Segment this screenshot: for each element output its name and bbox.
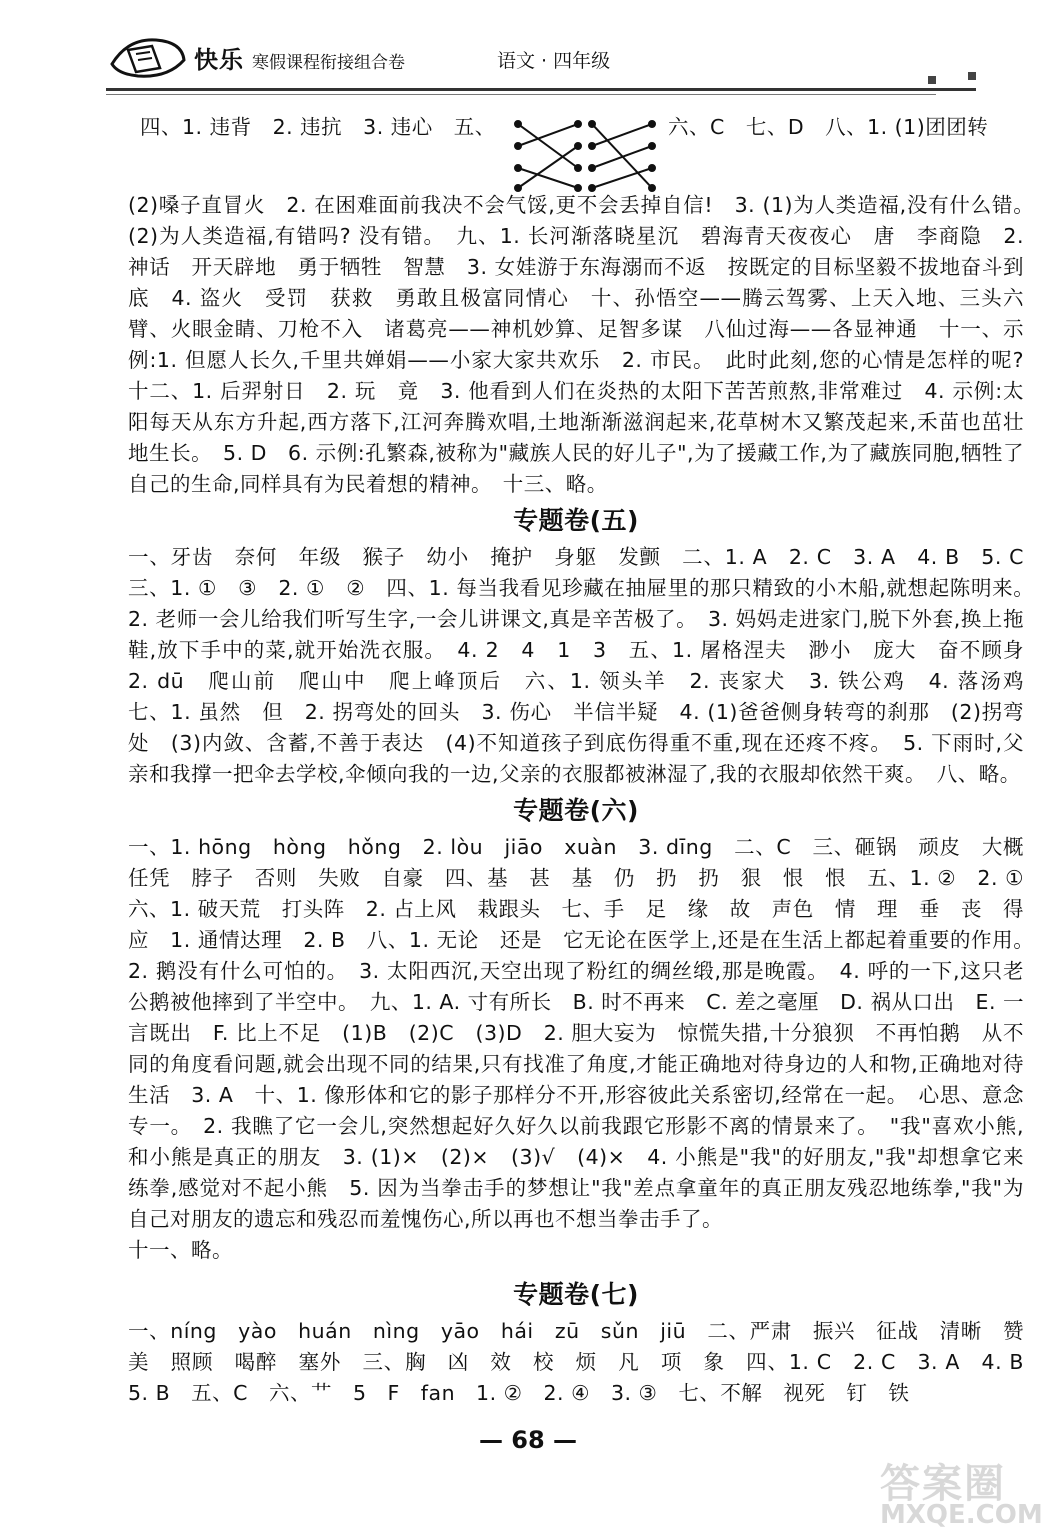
- section7-answers: 一、níng yào huán nìng yāo hái zū sǔn jiū 二、严肃 振兴 征战 清晰 赞美 照顾 喝醉 塞外 三、胸 凶 效 校 烦 凡 项 象 四、1. C 2. C 3. A 4. B 5. B 五、C 六、艹 5 F fan 1. ② 2. ④ 3. ③ 七、不解 视死 钉 铁: [128, 1319, 1045, 1405]
- section7-title: 专题卷(七): [513, 1280, 639, 1309]
- watermark-logo: 答案圈: [880, 1461, 1006, 1507]
- header-rule: [106, 88, 976, 91]
- section4-answers: (2)嗓子直冒火 2. 在困难面前我决不会气馁,更不会丢掉自信! 3. (1)为人类造福,没有什么错。 (2)为人类造福,有错吗? 没有错。 九、1. 长河渐落晓星沉 碧海青天夜夜心 唐 李商隐 2. 神话 开天辟地 勇于牺牲 智慧 3. 女娃游于东海溺而不返 按既定的目标坚毅不拔地奋斗到底 4. 盗火 受罚 获救 勇敢且极富同情心 十、孙悟空——腾云驾雾、上天入地、三头六臂、火眼金睛、刀枪不入 诸葛亮——神机妙算、足智多谋 八仙过海——各显神通 十一、示例:1. 但愿人长久,千里共婵娟——小家大家共欢乐 2. 市民。 此时此刻,您的心情是怎样的呢? 十二、1. 后羿射日 2. 玩 竟 3. 他看到人们在炎热的太阳下苦苦煎熬,非常难过 4. 示例:太阳每天从东方升起,西方落下,江河奔腾欢唱,土地渐渐滋润起来,花草树木又繁茂起来,禾苗也茁壮地生长。 5. D 6. 示例:孔繁森,被称为"藏族人民的好儿子",为了援藏工作,为了藏族同胞,牺牲了自己的生命,同样具有为民着想的精神。 十三、略。: [128, 193, 1045, 496]
- header-deco-square: [968, 72, 976, 80]
- section4-line1-left: 四、1. 违背 2. 违抗 3. 违心 五、: [140, 115, 496, 139]
- section6-last-line: 十一、略。: [128, 1238, 233, 1262]
- header-rule-thin: [106, 94, 936, 95]
- answer-line-first: [128, 112, 1024, 190]
- section6-answers: 一、1. hōng hòng hǒng 2. lòu jiāo xuàn 3. dīng 二、C 三、砸锅 顽皮 大概 任凭 脖子 否则 失败 自豪 四、基 甚 基 仍 扔 扔 狠 恨 恨 五、1. ② 2. ① 六、1. 破天荒 打头阵 2. 占上风 栽跟头 七、手 足 缘 故 声色 情 理 垂 丧 得 应 1. 通情达理 2. B 八、1. 无论 还是 它无论在医学上,还是在生活上都起着重要的作用。 2. 鹅没有什么可怕的。 3. 太阳西沉,天空出现了粉红的绸丝缎,那是晚霞。 4. 呼的一下,这只老公鹅被他摔到了半空中。 九、1. A. 寸有所长 B. 时不再来 C. 差之毫厘 D. 祸从口出 E. 一言既出 F. 比上不足 (1)B (2)C (3)D 2. 胆大妄为 惊慌失措,十分狼狈 不再怕鹅 从不同的角度看问题,就会出现不同的结果,只有找准了角度,才能正确地对待身边的人和物,正确地对待生活 3. A 十、1. 像形体和它的影子那样分不开,形容彼此关系密切,经常在一起。 心思、意念专一。 2. 我瞧了它一会儿,突然想起好久好久以前我跟它形影不离的情景来了。 "我"喜欢小熊,和小熊是真正的朋友 3. (1)× (2)× (3)√ (4)× 4. 小熊是"我"的好朋友,"我"却想拿它来练拳,感觉对不起小熊 5. 因为当拳击手的梦想让"我"差点拿童年的真正朋友残忍地练拳,"我"为自己对朋友的遗忘和残忍而羞愧伤心,所以再也不想当拳击手了。: [128, 835, 1045, 1231]
- section6-title: 专题卷(六): [513, 796, 639, 825]
- page-header: [0, 0, 1056, 110]
- section5-answers: 一、牙齿 奈何 年级 猴子 幼小 掩护 身躯 发颤 二、1. A 2. C 3. A 4. B 5. C 三、1. ① ③ 2. ① ② 四、1. 每当我看见珍藏在抽屉里的那只精致的小木船,就想起陈明来。 2. 老师一会儿给我们听写生字,一会儿讲课文,真是辛苦极了。 3. 妈妈走进家门,脱下外套,换上拖鞋,放下手中的菜,就开始洗衣服。 4. 2 4 1 3 五、1. 屠格涅夫 渺小 庞大 奋不顾身 2. dū 爬山前 爬山中 爬上峰顶后 六、1. 领头羊 2. 丧家犬 3. 铁公鸡 4. 落汤鸡 七、1. 虽然 但 2. 拐弯处的回头 3. 伤心 半信半疑 4. (1)爸爸侧身转弯的刹那 (2)拐弯处 (3)内敛、含蓄,不善于表达 (4)不知道孩子到底伤得重不重,现在还疼不疼。 5. 下雨时,父亲和我撑一把伞去学校,伞倾向我的一边,父亲的衣服都被淋湿了,我的衣服却依然干爽。 八、略。: [128, 545, 1045, 786]
- brand-title: 快乐: [194, 46, 244, 74]
- matching-lines-diagram: [510, 118, 660, 192]
- watermark-url: MXQE.COM: [880, 1500, 1043, 1530]
- subject-grade: 语文 · 四年级: [497, 50, 611, 72]
- header-deco-square: [928, 76, 936, 84]
- section4-line1-right: 六、C 七、D 八、1. (1)团团转: [668, 115, 989, 139]
- book-logo-icon: [108, 34, 188, 82]
- page-number: — 68 —: [478, 1426, 578, 1454]
- series-title: 寒假课程衔接组合卷: [252, 53, 405, 73]
- section5-title: 专题卷(五): [513, 506, 639, 535]
- answer-content: [128, 112, 1045, 1409]
